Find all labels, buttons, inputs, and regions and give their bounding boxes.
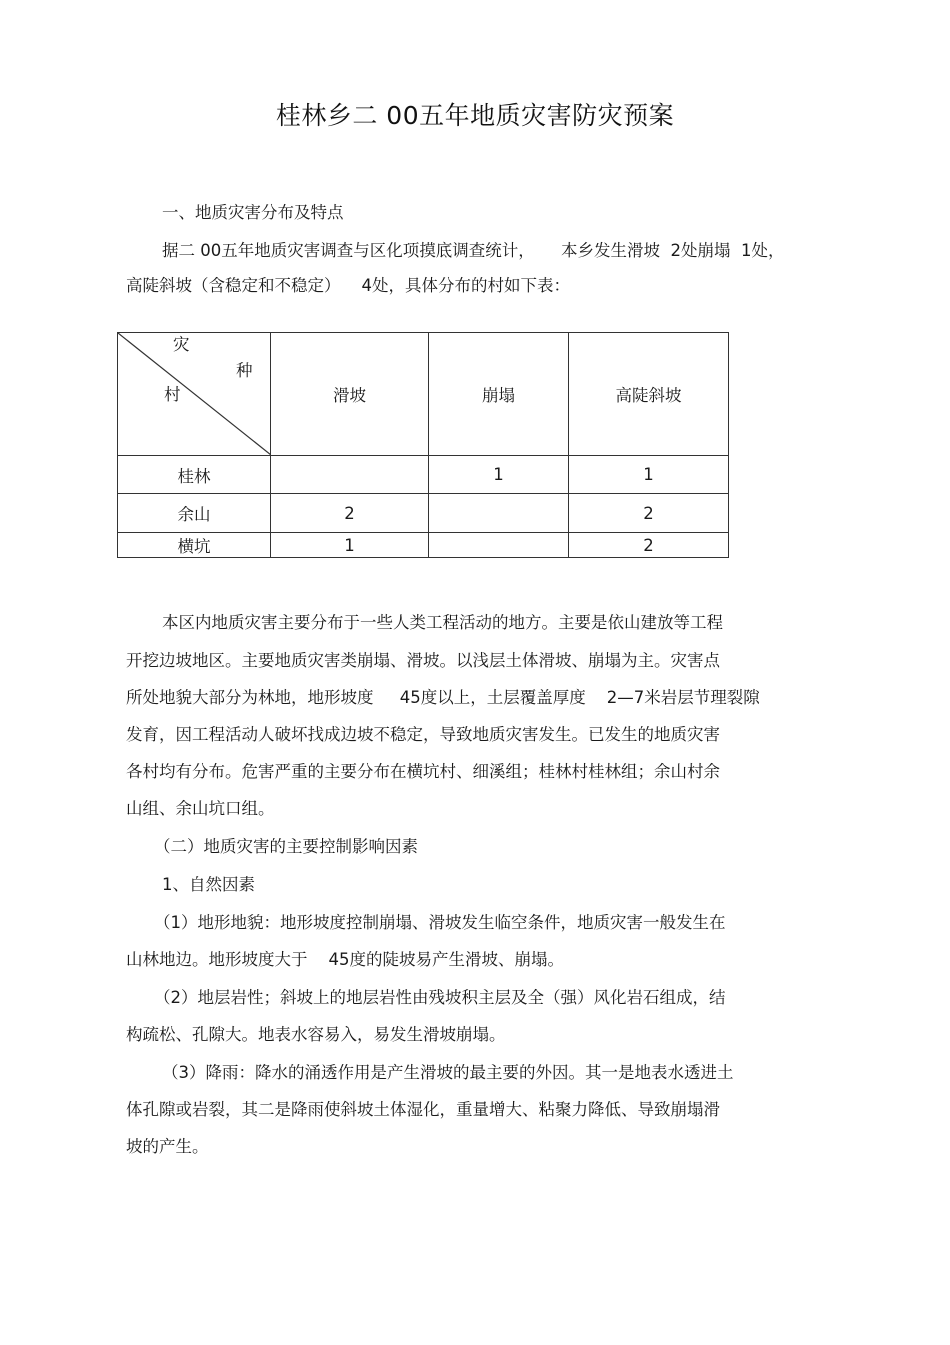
corner-diagonal-line xyxy=(118,333,271,455)
rain-line-1: （3）降雨：降水的涌透作用是产生滑坡的最主要的外因。其一是地表水透进土 xyxy=(162,1063,734,1082)
para1-line-4: 发育，因工程活动人破坏找成边坡不稳定，导致地质灾害发生。已发生的地质灾害 xyxy=(126,725,720,744)
strata-line-2: 构疏松、孔隙大。地表水容易入，易发生滑坡崩塌。 xyxy=(126,1025,506,1044)
column-header-steep-slope: 高陡斜坡 xyxy=(569,333,729,456)
terrain-line-2: 山林地边。地形坡度大于 45度的陡坡易产生滑坡、崩塌。 xyxy=(126,950,564,969)
village-cell: 横坑 xyxy=(118,533,271,558)
table-corner-cell xyxy=(118,333,271,456)
value-cell xyxy=(271,456,429,494)
column-header-landslide: 滑坡 xyxy=(271,333,429,456)
village-cell: 桂林 xyxy=(118,456,271,494)
strata-line-1: （2）地层岩性；斜坡上的地层岩性由残坡积主层及全（强）风化岩石组成，结 xyxy=(154,988,726,1007)
value-cell: 2 xyxy=(569,494,729,533)
para1-line-3: 所处地貌大部分为林地，地形坡度 45度以上，土层覆盖厚度 2—7米岩层节理裂隙 xyxy=(126,688,760,707)
intro-line-2: 高陡斜坡（含稳定和不稳定） 4处，具体分布的村如下表： xyxy=(126,276,570,295)
value-cell: 2 xyxy=(569,533,729,558)
hazard-distribution-table xyxy=(117,332,729,558)
para1-line-1: 本区内地质灾害主要分布于一些人类工程活动的地方。主要是依山建放等工程 xyxy=(162,613,723,632)
village-cell: 余山 xyxy=(118,494,271,533)
value-cell xyxy=(429,494,569,533)
value-cell: 1 xyxy=(429,456,569,494)
table-row xyxy=(118,494,729,533)
page-title: 桂林乡二 00五年地质灾害防灾预案 xyxy=(275,101,675,130)
corner-label-village: 村 xyxy=(164,385,181,404)
rain-line-3: 坡的产生。 xyxy=(126,1137,209,1156)
section1-heading: 一、地质灾害分布及特点 xyxy=(162,203,344,222)
column-header-collapse: 崩塌 xyxy=(429,333,569,456)
intro-line-1: 据二 00五年地质灾害调查与区化项摸底调查统计， 本乡发生滑坡 2处崩塌 1处， xyxy=(162,241,785,260)
para1-line-2: 开挖边坡地区。主要地质灾害类崩塌、滑坡。以浅层土体滑坡、崩塌为主。灾害点 xyxy=(126,651,720,670)
rain-line-2: 体孔隙或岩裂，其二是降雨使斜坡土体湿化，重量增大、粘聚力降低、导致崩塌滑 xyxy=(126,1100,720,1119)
para1-line-5: 各村均有分布。危害严重的主要分布在横坑村、细溪组；桂林村桂林组；余山村余 xyxy=(126,762,720,781)
value-cell: 2 xyxy=(271,494,429,533)
table-header-row xyxy=(118,333,729,456)
corner-label-hazard: 灾 xyxy=(173,335,190,354)
natural-factors-heading: 1、自然因素 xyxy=(162,875,255,894)
value-cell xyxy=(429,533,569,558)
value-cell: 1 xyxy=(271,533,429,558)
para1-line-6: 山组、余山坑口组。 xyxy=(126,799,275,818)
terrain-line-1: （1）地形地貌：地形坡度控制崩塌、滑坡发生临空条件，地质灾害一般发生在 xyxy=(154,913,726,932)
value-cell: 1 xyxy=(569,456,729,494)
table-row xyxy=(118,533,729,558)
corner-label-type: 种 xyxy=(236,361,253,380)
table-row xyxy=(118,456,729,494)
section2-heading: （二）地质灾害的主要控制影响因素 xyxy=(154,837,418,856)
